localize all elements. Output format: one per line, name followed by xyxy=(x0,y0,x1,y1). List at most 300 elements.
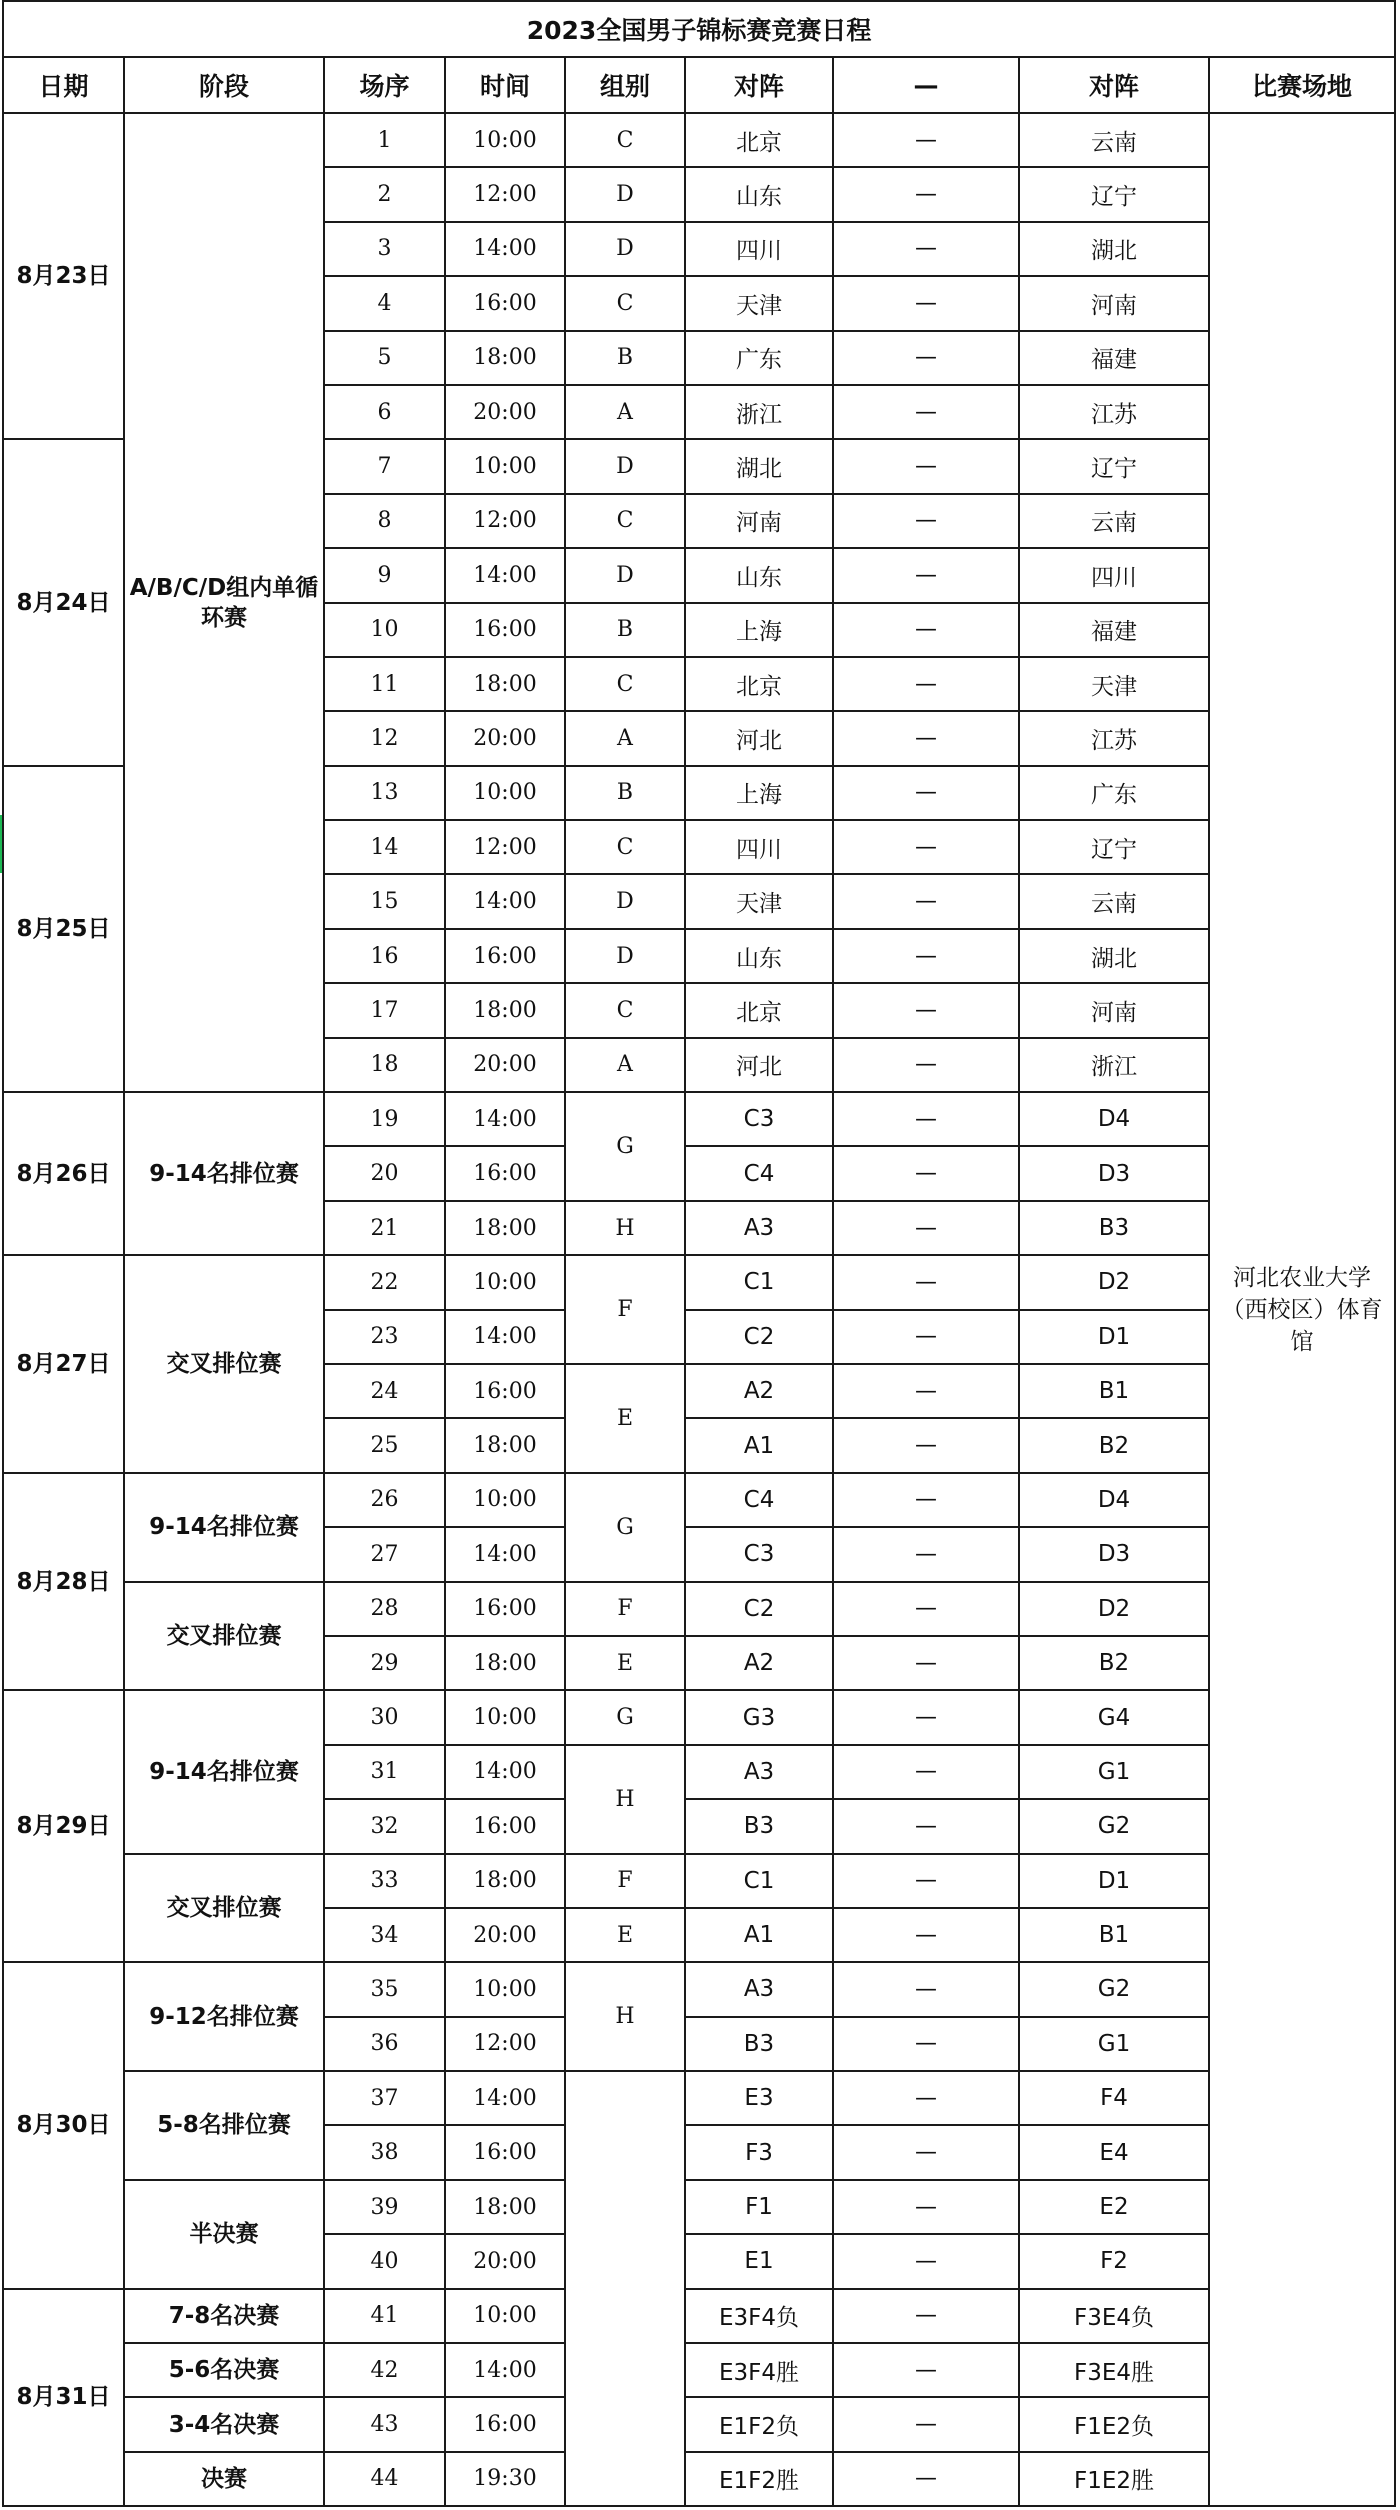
away-team-cell: 福建 xyxy=(1019,603,1209,657)
home-team-cell: A2 xyxy=(685,1636,833,1690)
group-cell: F xyxy=(565,1582,685,1636)
match-time-cell: 16:00 xyxy=(445,2397,565,2451)
match-time-cell: 18:00 xyxy=(445,1854,565,1908)
stage-cell: 5-6名决赛 xyxy=(124,2343,324,2397)
home-team-cell: 天津 xyxy=(685,276,833,330)
separator-cell: — xyxy=(833,1690,1019,1744)
group-cell: G xyxy=(565,1690,685,1744)
stage-cell: 决赛 xyxy=(124,2452,324,2506)
stage-cell: 交叉排位赛 xyxy=(124,1255,324,1473)
table-row xyxy=(3,1092,1395,1146)
match-time-cell: 20:00 xyxy=(445,2234,565,2288)
match-time-cell: 14:00 xyxy=(445,548,565,602)
table-row xyxy=(3,1854,1395,1908)
away-team-cell: 云南 xyxy=(1019,113,1209,167)
separator-cell: — xyxy=(833,1908,1019,1962)
match-number-cell: 20 xyxy=(324,1146,445,1200)
match-time-cell: 20:00 xyxy=(445,711,565,765)
away-team-cell: D2 xyxy=(1019,1582,1209,1636)
date-cell: 8月26日 xyxy=(3,1092,124,1255)
header-home: 对阵 xyxy=(685,57,833,113)
home-team-cell: E1F2负 xyxy=(685,2397,833,2451)
match-time-cell: 16:00 xyxy=(445,276,565,330)
home-team-cell: A1 xyxy=(685,1908,833,1962)
away-team-cell: 辽宁 xyxy=(1019,167,1209,221)
match-number-cell: 39 xyxy=(324,2180,445,2234)
home-team-cell: 北京 xyxy=(685,657,833,711)
separator-cell: — xyxy=(833,2017,1019,2071)
home-team-cell: 广东 xyxy=(685,331,833,385)
home-team-cell: B3 xyxy=(685,1799,833,1853)
away-team-cell: 广东 xyxy=(1019,766,1209,820)
away-team-cell: F1E2负 xyxy=(1019,2397,1209,2451)
group-cell: H xyxy=(565,1962,685,2071)
stage-cell: 交叉排位赛 xyxy=(124,1854,324,1963)
home-team-cell: F3 xyxy=(685,2125,833,2179)
date-cell: 8月30日 xyxy=(3,1962,124,2288)
away-team-cell: 辽宁 xyxy=(1019,820,1209,874)
match-number-cell: 36 xyxy=(324,2017,445,2071)
match-number-cell: 40 xyxy=(324,2234,445,2288)
match-number-cell: 7 xyxy=(324,439,445,493)
match-time-cell: 14:00 xyxy=(445,874,565,928)
table-row xyxy=(3,2397,1395,2451)
away-team-cell: D1 xyxy=(1019,1854,1209,1908)
match-time-cell: 18:00 xyxy=(445,2180,565,2234)
match-time-cell: 16:00 xyxy=(445,1582,565,1636)
group-cell: C xyxy=(565,657,685,711)
group-cell: C xyxy=(565,820,685,874)
match-time-cell: 16:00 xyxy=(445,1146,565,1200)
away-team-cell: G4 xyxy=(1019,1690,1209,1744)
group-cell: D xyxy=(565,222,685,276)
away-team-cell: D1 xyxy=(1019,1310,1209,1364)
group-cell: H xyxy=(565,1201,685,1255)
match-time-cell: 16:00 xyxy=(445,603,565,657)
home-team-cell: G3 xyxy=(685,1690,833,1744)
group-cell: A xyxy=(565,1038,685,1092)
match-number-cell: 33 xyxy=(324,1854,445,1908)
match-time-cell: 18:00 xyxy=(445,1636,565,1690)
table-row xyxy=(3,2452,1395,2506)
home-team-cell: 四川 xyxy=(685,820,833,874)
match-time-cell: 16:00 xyxy=(445,2125,565,2179)
match-number-cell: 41 xyxy=(324,2289,445,2343)
away-team-cell: G2 xyxy=(1019,1799,1209,1853)
match-time-cell: 16:00 xyxy=(445,1799,565,1853)
match-time-cell: 12:00 xyxy=(445,820,565,874)
match-number-cell: 9 xyxy=(324,548,445,602)
group-cell: D xyxy=(565,929,685,983)
away-team-cell: G1 xyxy=(1019,2017,1209,2071)
home-team-cell: E1 xyxy=(685,2234,833,2288)
match-number-cell: 25 xyxy=(324,1418,445,1472)
away-team-cell: 云南 xyxy=(1019,494,1209,548)
separator-cell: — xyxy=(833,1255,1019,1309)
match-time-cell: 18:00 xyxy=(445,331,565,385)
separator-cell: — xyxy=(833,657,1019,711)
separator-cell: — xyxy=(833,1092,1019,1146)
stage-cell: 7-8名决赛 xyxy=(124,2289,324,2343)
match-time-cell: 18:00 xyxy=(445,657,565,711)
table-row xyxy=(3,1255,1395,1309)
away-team-cell: 河南 xyxy=(1019,276,1209,330)
header-separator: — xyxy=(833,57,1019,113)
separator-cell: — xyxy=(833,385,1019,439)
group-cell: C xyxy=(565,113,685,167)
date-cell: 8月25日 xyxy=(3,766,124,1092)
separator-cell: — xyxy=(833,983,1019,1037)
away-team-cell: 天津 xyxy=(1019,657,1209,711)
separator-cell: — xyxy=(833,1473,1019,1527)
stage-cell: 9-14名排位赛 xyxy=(124,1473,324,1582)
match-number-cell: 26 xyxy=(324,1473,445,1527)
away-team-cell: E2 xyxy=(1019,2180,1209,2234)
away-team-cell: B1 xyxy=(1019,1908,1209,1962)
separator-cell: — xyxy=(833,2289,1019,2343)
match-time-cell: 20:00 xyxy=(445,385,565,439)
header-time: 时间 xyxy=(445,57,565,113)
separator-cell: — xyxy=(833,1962,1019,2016)
table-title: 2023全国男子锦标赛竞赛日程 xyxy=(3,1,1395,57)
table-row xyxy=(3,1690,1395,1744)
match-time-cell: 14:00 xyxy=(445,1310,565,1364)
home-team-cell: E3 xyxy=(685,2071,833,2125)
separator-cell: — xyxy=(833,113,1019,167)
group-cell: E xyxy=(565,1636,685,1690)
separator-cell: — xyxy=(833,929,1019,983)
header-venue: 比赛场地 xyxy=(1209,57,1395,113)
match-time-cell: 12:00 xyxy=(445,167,565,221)
venue-cell: 河北农业大学（西校区）体育馆 xyxy=(1209,113,1395,2506)
header-date: 日期 xyxy=(3,57,124,113)
table-row xyxy=(3,113,1395,167)
match-number-cell: 11 xyxy=(324,657,445,711)
away-team-cell: F3E4负 xyxy=(1019,2289,1209,2343)
date-cell: 8月23日 xyxy=(3,113,124,439)
match-number-cell: 5 xyxy=(324,331,445,385)
match-number-cell: 19 xyxy=(324,1092,445,1146)
group-cell: C xyxy=(565,983,685,1037)
home-team-cell: C3 xyxy=(685,1527,833,1581)
schedule-sheet xyxy=(2,0,1396,2507)
home-team-cell: A2 xyxy=(685,1364,833,1418)
match-number-cell: 37 xyxy=(324,2071,445,2125)
group-cell: C xyxy=(565,276,685,330)
home-team-cell: 山东 xyxy=(685,929,833,983)
home-team-cell: 河北 xyxy=(685,1038,833,1092)
match-number-cell: 22 xyxy=(324,1255,445,1309)
separator-cell: — xyxy=(833,1854,1019,1908)
home-team-cell: 山东 xyxy=(685,167,833,221)
home-team-cell: F1 xyxy=(685,2180,833,2234)
match-time-cell: 12:00 xyxy=(445,2017,565,2071)
table-row xyxy=(3,1962,1395,2016)
table-row xyxy=(3,2071,1395,2125)
stage-cell: 交叉排位赛 xyxy=(124,1582,324,1691)
match-time-cell: 20:00 xyxy=(445,1038,565,1092)
home-team-cell: C1 xyxy=(685,1255,833,1309)
group-cell: F xyxy=(565,1255,685,1364)
match-number-cell: 44 xyxy=(324,2452,445,2506)
group-cell: D xyxy=(565,439,685,493)
home-team-cell: B3 xyxy=(685,2017,833,2071)
separator-cell: — xyxy=(833,603,1019,657)
home-team-cell: 北京 xyxy=(685,113,833,167)
group-cell: A xyxy=(565,385,685,439)
match-number-cell: 17 xyxy=(324,983,445,1037)
match-number-cell: 27 xyxy=(324,1527,445,1581)
match-number-cell: 13 xyxy=(324,766,445,820)
schedule-table xyxy=(2,0,1396,2507)
home-team-cell: 北京 xyxy=(685,983,833,1037)
match-number-cell: 21 xyxy=(324,1201,445,1255)
away-team-cell: D2 xyxy=(1019,1255,1209,1309)
group-cell: B xyxy=(565,766,685,820)
match-number-cell: 42 xyxy=(324,2343,445,2397)
separator-cell: — xyxy=(833,766,1019,820)
match-time-cell: 19:30 xyxy=(445,2452,565,2506)
schedule-body xyxy=(3,113,1395,2506)
home-team-cell: C2 xyxy=(685,1582,833,1636)
header-stage: 阶段 xyxy=(124,57,324,113)
match-number-cell: 10 xyxy=(324,603,445,657)
group-cell: A xyxy=(565,711,685,765)
group-cell: D xyxy=(565,874,685,928)
home-team-cell: 湖北 xyxy=(685,439,833,493)
away-team-cell: G1 xyxy=(1019,1745,1209,1799)
stage-cell: 9-12名排位赛 xyxy=(124,1962,324,2071)
home-team-cell: E3F4负 xyxy=(685,2289,833,2343)
separator-cell: — xyxy=(833,1799,1019,1853)
home-team-cell: 河北 xyxy=(685,711,833,765)
stage-cell: 3-4名决赛 xyxy=(124,2397,324,2451)
match-time-cell: 14:00 xyxy=(445,2343,565,2397)
match-number-cell: 1 xyxy=(324,113,445,167)
separator-cell: — xyxy=(833,439,1019,493)
group-cell: C xyxy=(565,494,685,548)
separator-cell: — xyxy=(833,2234,1019,2288)
group-cell: F xyxy=(565,1854,685,1908)
table-row xyxy=(3,1473,1395,1527)
table-row xyxy=(3,1582,1395,1636)
home-team-cell: C4 xyxy=(685,1146,833,1200)
stage-cell: A/B/C/D组内单循环赛 xyxy=(124,113,324,1092)
away-team-cell: G2 xyxy=(1019,1962,1209,2016)
match-time-cell: 14:00 xyxy=(445,1745,565,1799)
home-team-cell: 天津 xyxy=(685,874,833,928)
group-cell: H xyxy=(565,1745,685,1854)
separator-cell: — xyxy=(833,1745,1019,1799)
separator-cell: — xyxy=(833,167,1019,221)
match-time-cell: 14:00 xyxy=(445,222,565,276)
match-number-cell: 2 xyxy=(324,167,445,221)
away-team-cell: 湖北 xyxy=(1019,222,1209,276)
stage-cell: 半决赛 xyxy=(124,2180,324,2289)
separator-cell: — xyxy=(833,2125,1019,2179)
separator-cell: — xyxy=(833,2343,1019,2397)
away-team-cell: 四川 xyxy=(1019,548,1209,602)
away-team-cell: B2 xyxy=(1019,1418,1209,1472)
match-time-cell: 14:00 xyxy=(445,2071,565,2125)
date-cell: 8月28日 xyxy=(3,1473,124,1691)
match-time-cell: 10:00 xyxy=(445,1690,565,1744)
match-number-cell: 14 xyxy=(324,820,445,874)
home-team-cell: 浙江 xyxy=(685,385,833,439)
match-number-cell: 23 xyxy=(324,1310,445,1364)
separator-cell: — xyxy=(833,1146,1019,1200)
home-team-cell: A3 xyxy=(685,1745,833,1799)
table-row xyxy=(3,2289,1395,2343)
match-number-cell: 43 xyxy=(324,2397,445,2451)
separator-cell: — xyxy=(833,1364,1019,1418)
away-team-cell: F4 xyxy=(1019,2071,1209,2125)
away-team-cell: D3 xyxy=(1019,1146,1209,1200)
match-number-cell: 8 xyxy=(324,494,445,548)
match-number-cell: 18 xyxy=(324,1038,445,1092)
match-number-cell: 15 xyxy=(324,874,445,928)
separator-cell: — xyxy=(833,2180,1019,2234)
match-number-cell: 31 xyxy=(324,1745,445,1799)
match-number-cell: 4 xyxy=(324,276,445,330)
group-cell xyxy=(565,2071,685,2506)
header-group: 组别 xyxy=(565,57,685,113)
match-number-cell: 12 xyxy=(324,711,445,765)
away-team-cell: F1E2胜 xyxy=(1019,2452,1209,2506)
home-team-cell: C4 xyxy=(685,1473,833,1527)
group-cell: G xyxy=(565,1092,685,1201)
separator-cell: — xyxy=(833,820,1019,874)
match-time-cell: 10:00 xyxy=(445,766,565,820)
home-team-cell: C1 xyxy=(685,1854,833,1908)
date-cell: 8月27日 xyxy=(3,1255,124,1473)
home-team-cell: E1F2胜 xyxy=(685,2452,833,2506)
group-cell: G xyxy=(565,1473,685,1582)
match-number-cell: 28 xyxy=(324,1582,445,1636)
match-number-cell: 30 xyxy=(324,1690,445,1744)
match-number-cell: 29 xyxy=(324,1636,445,1690)
home-team-cell: 四川 xyxy=(685,222,833,276)
home-team-cell: A1 xyxy=(685,1418,833,1472)
match-time-cell: 18:00 xyxy=(445,1418,565,1472)
separator-cell: — xyxy=(833,1201,1019,1255)
match-time-cell: 10:00 xyxy=(445,2289,565,2343)
separator-cell: — xyxy=(833,711,1019,765)
match-time-cell: 20:00 xyxy=(445,1908,565,1962)
away-team-cell: 辽宁 xyxy=(1019,439,1209,493)
separator-cell: — xyxy=(833,1418,1019,1472)
group-cell: E xyxy=(565,1364,685,1473)
home-team-cell: 上海 xyxy=(685,766,833,820)
match-number-cell: 32 xyxy=(324,1799,445,1853)
match-time-cell: 10:00 xyxy=(445,113,565,167)
match-time-cell: 14:00 xyxy=(445,1092,565,1146)
table-row xyxy=(3,2180,1395,2234)
away-team-cell: B3 xyxy=(1019,1201,1209,1255)
stage-cell: 9-14名排位赛 xyxy=(124,1690,324,1853)
away-team-cell: D3 xyxy=(1019,1527,1209,1581)
away-team-cell: 河南 xyxy=(1019,983,1209,1037)
separator-cell: — xyxy=(833,2452,1019,2506)
away-team-cell: D4 xyxy=(1019,1092,1209,1146)
away-team-cell: 江苏 xyxy=(1019,711,1209,765)
separator-cell: — xyxy=(833,1582,1019,1636)
header-away: 对阵 xyxy=(1019,57,1209,113)
group-cell: D xyxy=(565,167,685,221)
away-team-cell: 福建 xyxy=(1019,331,1209,385)
match-time-cell: 14:00 xyxy=(445,1527,565,1581)
away-team-cell: B1 xyxy=(1019,1364,1209,1418)
match-number-cell: 38 xyxy=(324,2125,445,2179)
group-cell: E xyxy=(565,1908,685,1962)
separator-cell: — xyxy=(833,494,1019,548)
home-team-cell: E3F4胜 xyxy=(685,2343,833,2397)
separator-cell: — xyxy=(833,331,1019,385)
match-number-cell: 3 xyxy=(324,222,445,276)
table-row xyxy=(3,2343,1395,2397)
header-match-no: 场序 xyxy=(324,57,445,113)
separator-cell: — xyxy=(833,548,1019,602)
match-number-cell: 34 xyxy=(324,1908,445,1962)
home-team-cell: 山东 xyxy=(685,548,833,602)
match-time-cell: 18:00 xyxy=(445,983,565,1037)
date-cell: 8月24日 xyxy=(3,439,124,765)
away-team-cell: F3E4胜 xyxy=(1019,2343,1209,2397)
group-cell: D xyxy=(565,548,685,602)
away-team-cell: 云南 xyxy=(1019,874,1209,928)
group-cell: B xyxy=(565,603,685,657)
match-number-cell: 35 xyxy=(324,1962,445,2016)
match-time-cell: 16:00 xyxy=(445,929,565,983)
match-time-cell: 10:00 xyxy=(445,1962,565,2016)
stage-cell: 9-14名排位赛 xyxy=(124,1092,324,1255)
match-number-cell: 24 xyxy=(324,1364,445,1418)
separator-cell: — xyxy=(833,1527,1019,1581)
away-team-cell: 湖北 xyxy=(1019,929,1209,983)
separator-cell: — xyxy=(833,2071,1019,2125)
date-cell: 8月29日 xyxy=(3,1690,124,1962)
home-team-cell: C3 xyxy=(685,1092,833,1146)
match-time-cell: 10:00 xyxy=(445,1255,565,1309)
away-team-cell: 浙江 xyxy=(1019,1038,1209,1092)
home-team-cell: A3 xyxy=(685,1962,833,2016)
separator-cell: — xyxy=(833,222,1019,276)
separator-cell: — xyxy=(833,1038,1019,1092)
match-time-cell: 10:00 xyxy=(445,1473,565,1527)
away-team-cell: 江苏 xyxy=(1019,385,1209,439)
home-team-cell: A3 xyxy=(685,1201,833,1255)
match-time-cell: 12:00 xyxy=(445,494,565,548)
separator-cell: — xyxy=(833,874,1019,928)
home-team-cell: 上海 xyxy=(685,603,833,657)
separator-cell: — xyxy=(833,276,1019,330)
separator-cell: — xyxy=(833,1636,1019,1690)
away-team-cell: B2 xyxy=(1019,1636,1209,1690)
home-team-cell: 河南 xyxy=(685,494,833,548)
date-cell: 8月31日 xyxy=(3,2289,124,2507)
separator-cell: — xyxy=(833,1310,1019,1364)
match-time-cell: 16:00 xyxy=(445,1364,565,1418)
home-team-cell: C2 xyxy=(685,1310,833,1364)
match-time-cell: 10:00 xyxy=(445,439,565,493)
match-time-cell: 18:00 xyxy=(445,1201,565,1255)
away-team-cell: F2 xyxy=(1019,2234,1209,2288)
match-number-cell: 6 xyxy=(324,385,445,439)
match-number-cell: 16 xyxy=(324,929,445,983)
away-team-cell: D4 xyxy=(1019,1473,1209,1527)
away-team-cell: E4 xyxy=(1019,2125,1209,2179)
separator-cell: — xyxy=(833,2397,1019,2451)
